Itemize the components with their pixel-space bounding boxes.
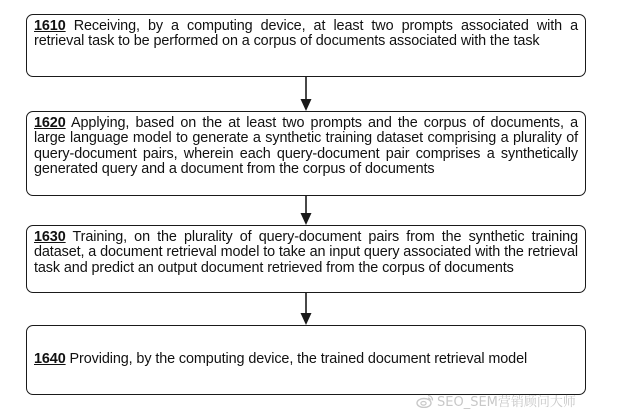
step-1640-number: 1640 — [34, 351, 66, 368]
watermark — [416, 391, 576, 410]
step-1620-content — [34, 116, 578, 178]
arrow-down-icon — [300, 293, 312, 325]
step-1610-box — [26, 14, 586, 77]
arrow-down-icon — [300, 196, 312, 225]
arrow-1610-to-1620 — [300, 77, 312, 111]
step-1630-content — [34, 230, 578, 276]
step-1630-box — [26, 225, 586, 293]
step-1640-content — [34, 352, 527, 367]
arrow-1630-to-1640 — [300, 293, 312, 325]
arrow-down-icon — [300, 77, 312, 111]
step-1620-number: 1620 — [34, 115, 66, 131]
weibo-icon — [416, 394, 434, 408]
step-1630-number: 1630 — [34, 229, 66, 245]
step-1640-box — [26, 325, 586, 395]
step-1620-text: Applying, based on the at least two prompts and the corpus of documents, a large language model to generate a synthetic training dataset comprising a plurality of query-document pairs, wherein each query-document pair comprises a synthetically generated query and a document from the corpus of documents — [34, 115, 578, 178]
watermark-text: SEO_SEM营销顾问大师 — [437, 395, 576, 410]
step-1610-text: Receiving, by a computing device, at least two prompts associated with a retrieval task to be performed on a corpus of documents associated with the task — [34, 18, 578, 50]
step-1610-content — [34, 19, 578, 50]
step-1620-box — [26, 111, 586, 196]
step-1640-text: Providing, by the computing device, the trained document retrieval model — [69, 351, 528, 368]
arrow-1620-to-1630 — [300, 196, 312, 225]
step-1610-number: 1610 — [34, 18, 66, 34]
step-1630-text: Training, on the plurality of query-document pairs from the synthetic training dataset, a document retrieval model to take an input query associated with the retrieval task and predict an output document retrieved from the corpus of documents — [34, 229, 578, 276]
